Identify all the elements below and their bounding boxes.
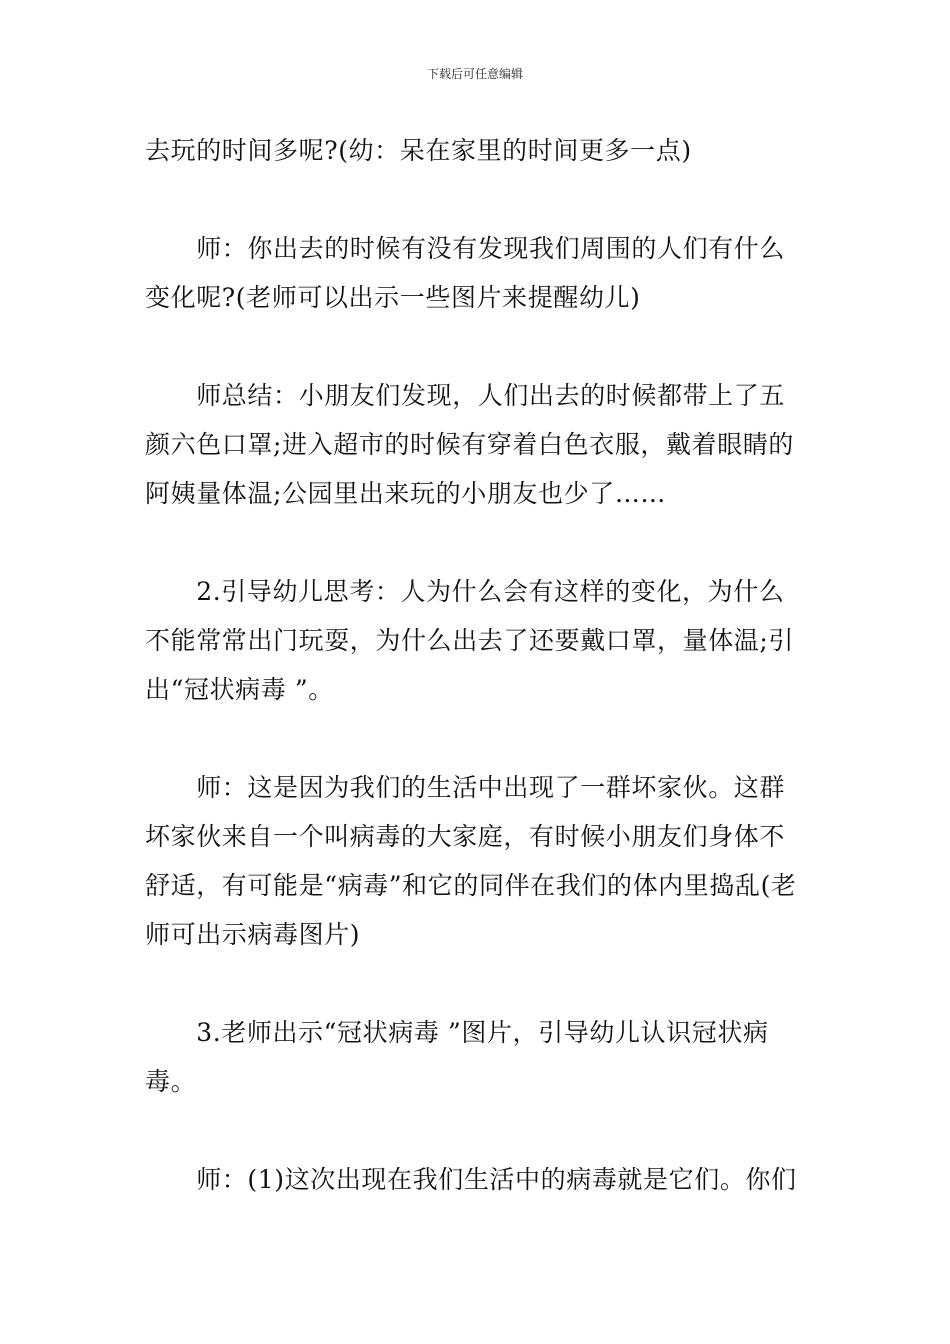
- paragraph-teacher-summary: 师总结：小朋友们发现，人们出去的时候都带上了五颜六色口罩;进入超市的时候有穿着白色衣服，戴着眼睛的阿姨量体温;公园里出来玩的小朋友也少了……: [145, 381, 795, 508]
- page-header: 下载后可任意编辑: [426, 67, 523, 81]
- paragraph-gap: [145, 175, 810, 224]
- paragraph-step-3: 3.老师出示“冠状病毒 ”图片，引导幼儿认识冠状病毒。: [145, 1018, 769, 1096]
- paragraph-step-2: 2.引导幼儿思考：人为什么会有这样的变化，为什么不能常常出门玩耍，为什么出去了还要戴口罩，量体温;引出“冠状病毒 ”。: [145, 577, 795, 704]
- paragraph-gap: [145, 1106, 810, 1155]
- paragraph-teacher-virus: 师：(1)这次出现在我们生活中的病毒就是它们。你们: [145, 1165, 797, 1194]
- paragraph-continuation: 去玩的时间多呢?(幼：呆在家里的时间更多一点): [145, 136, 692, 165]
- paragraph-gap: [145, 322, 810, 371]
- document-body: [145, 126, 810, 1204]
- paragraph-teacher-explanation: 师：这是因为我们的生活中出现了一群坏家伙。这群坏家伙来自一个叫病毒的大家庭，有时候小朋友们身体不舒适，有可能是“病毒”和它的同伴在我们的体内里捣乱(老师可出示病毒图片): [145, 773, 797, 949]
- paragraph-teacher-question: 师：你出去的时候有没有发现我们周围的人们有什么变化呢?(老师可以出示一些图片来提醒幼儿): [145, 234, 786, 312]
- paragraph-gap: [145, 959, 810, 1008]
- paragraph-gap: [145, 518, 810, 567]
- paragraph-gap: [145, 714, 810, 763]
